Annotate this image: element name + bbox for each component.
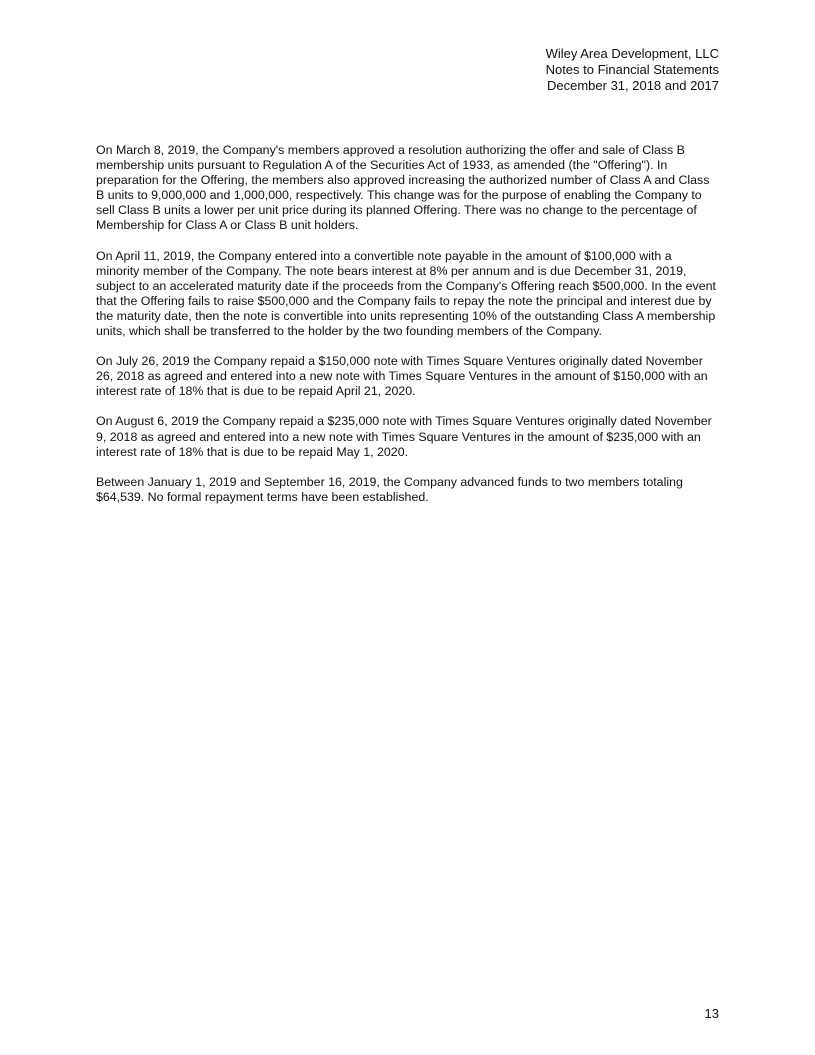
paragraph-july-repayment: On July 26, 2019 the Company repaid a $150,000 note with Times Square Ventures originally dated November 26, 2018 as agreed and entered into a new note with Times Square Ventures in the amount of $150,000 with an interest rate of 18% that is due to be repaid April 21, 2020.	[96, 354, 708, 399]
page-header	[546, 46, 719, 94]
page-number: 13	[704, 1006, 719, 1021]
paragraph-member-advances: Between January 1, 2019 and September 16, 2019, the Company advanced funds to two members totaling $64,539. No formal repayment terms have been established.	[96, 474, 683, 504]
paragraph-offering-resolution: On March 8, 2019, the Company's members approved a resolution authorizing the offer and sale of Class B membership units pursuant to Regulation A of the Securities Act of 1933, as amended (the "Offering"). In preparation for the Offering, the members also approved increasing the authorized number of Class A and Class B units to 9,000,000 and 1,000,000, respectively. This change was for the purpose of enabling the Company to sell Class B units a lower per unit price during its planned Offering. There was no change to the percentage of Membership for Class A or Class B unit holders.	[96, 143, 710, 233]
statement-period: December 31, 2018 and 2017	[546, 78, 719, 93]
company-name: Wiley Area Development, LLC	[545, 46, 719, 61]
notes-body	[96, 143, 716, 520]
paragraph-august-repayment: On August 6, 2019 the Company repaid a $235,000 note with Times Square Ventures originally dated November 9, 2018 as agreed and entered into a new note with Times Square Ventures in the amount of $235,000 with an interest rate of 18% that is due to be repaid May 1, 2020.	[96, 414, 712, 459]
paragraph-convertible-note: On April 11, 2019, the Company entered into a convertible note payable in the amount of $100,000 with a minority member of the Company. The note bears interest at 8% per annum and is due December 31, 2019, subject to an accelerated maturity date if the proceeds from the Company's Offering reach $500,000. In the event that the Offering fails to raise $500,000 and the Company fails to repay the note the principal and interest due by the maturity date, then the note is convertible into units representing 10% of the outstanding Class A membership units, which shall be transferred to the holder by the two founding members of the Company.	[96, 248, 716, 339]
document-title: Notes to Financial Statements	[545, 62, 719, 77]
